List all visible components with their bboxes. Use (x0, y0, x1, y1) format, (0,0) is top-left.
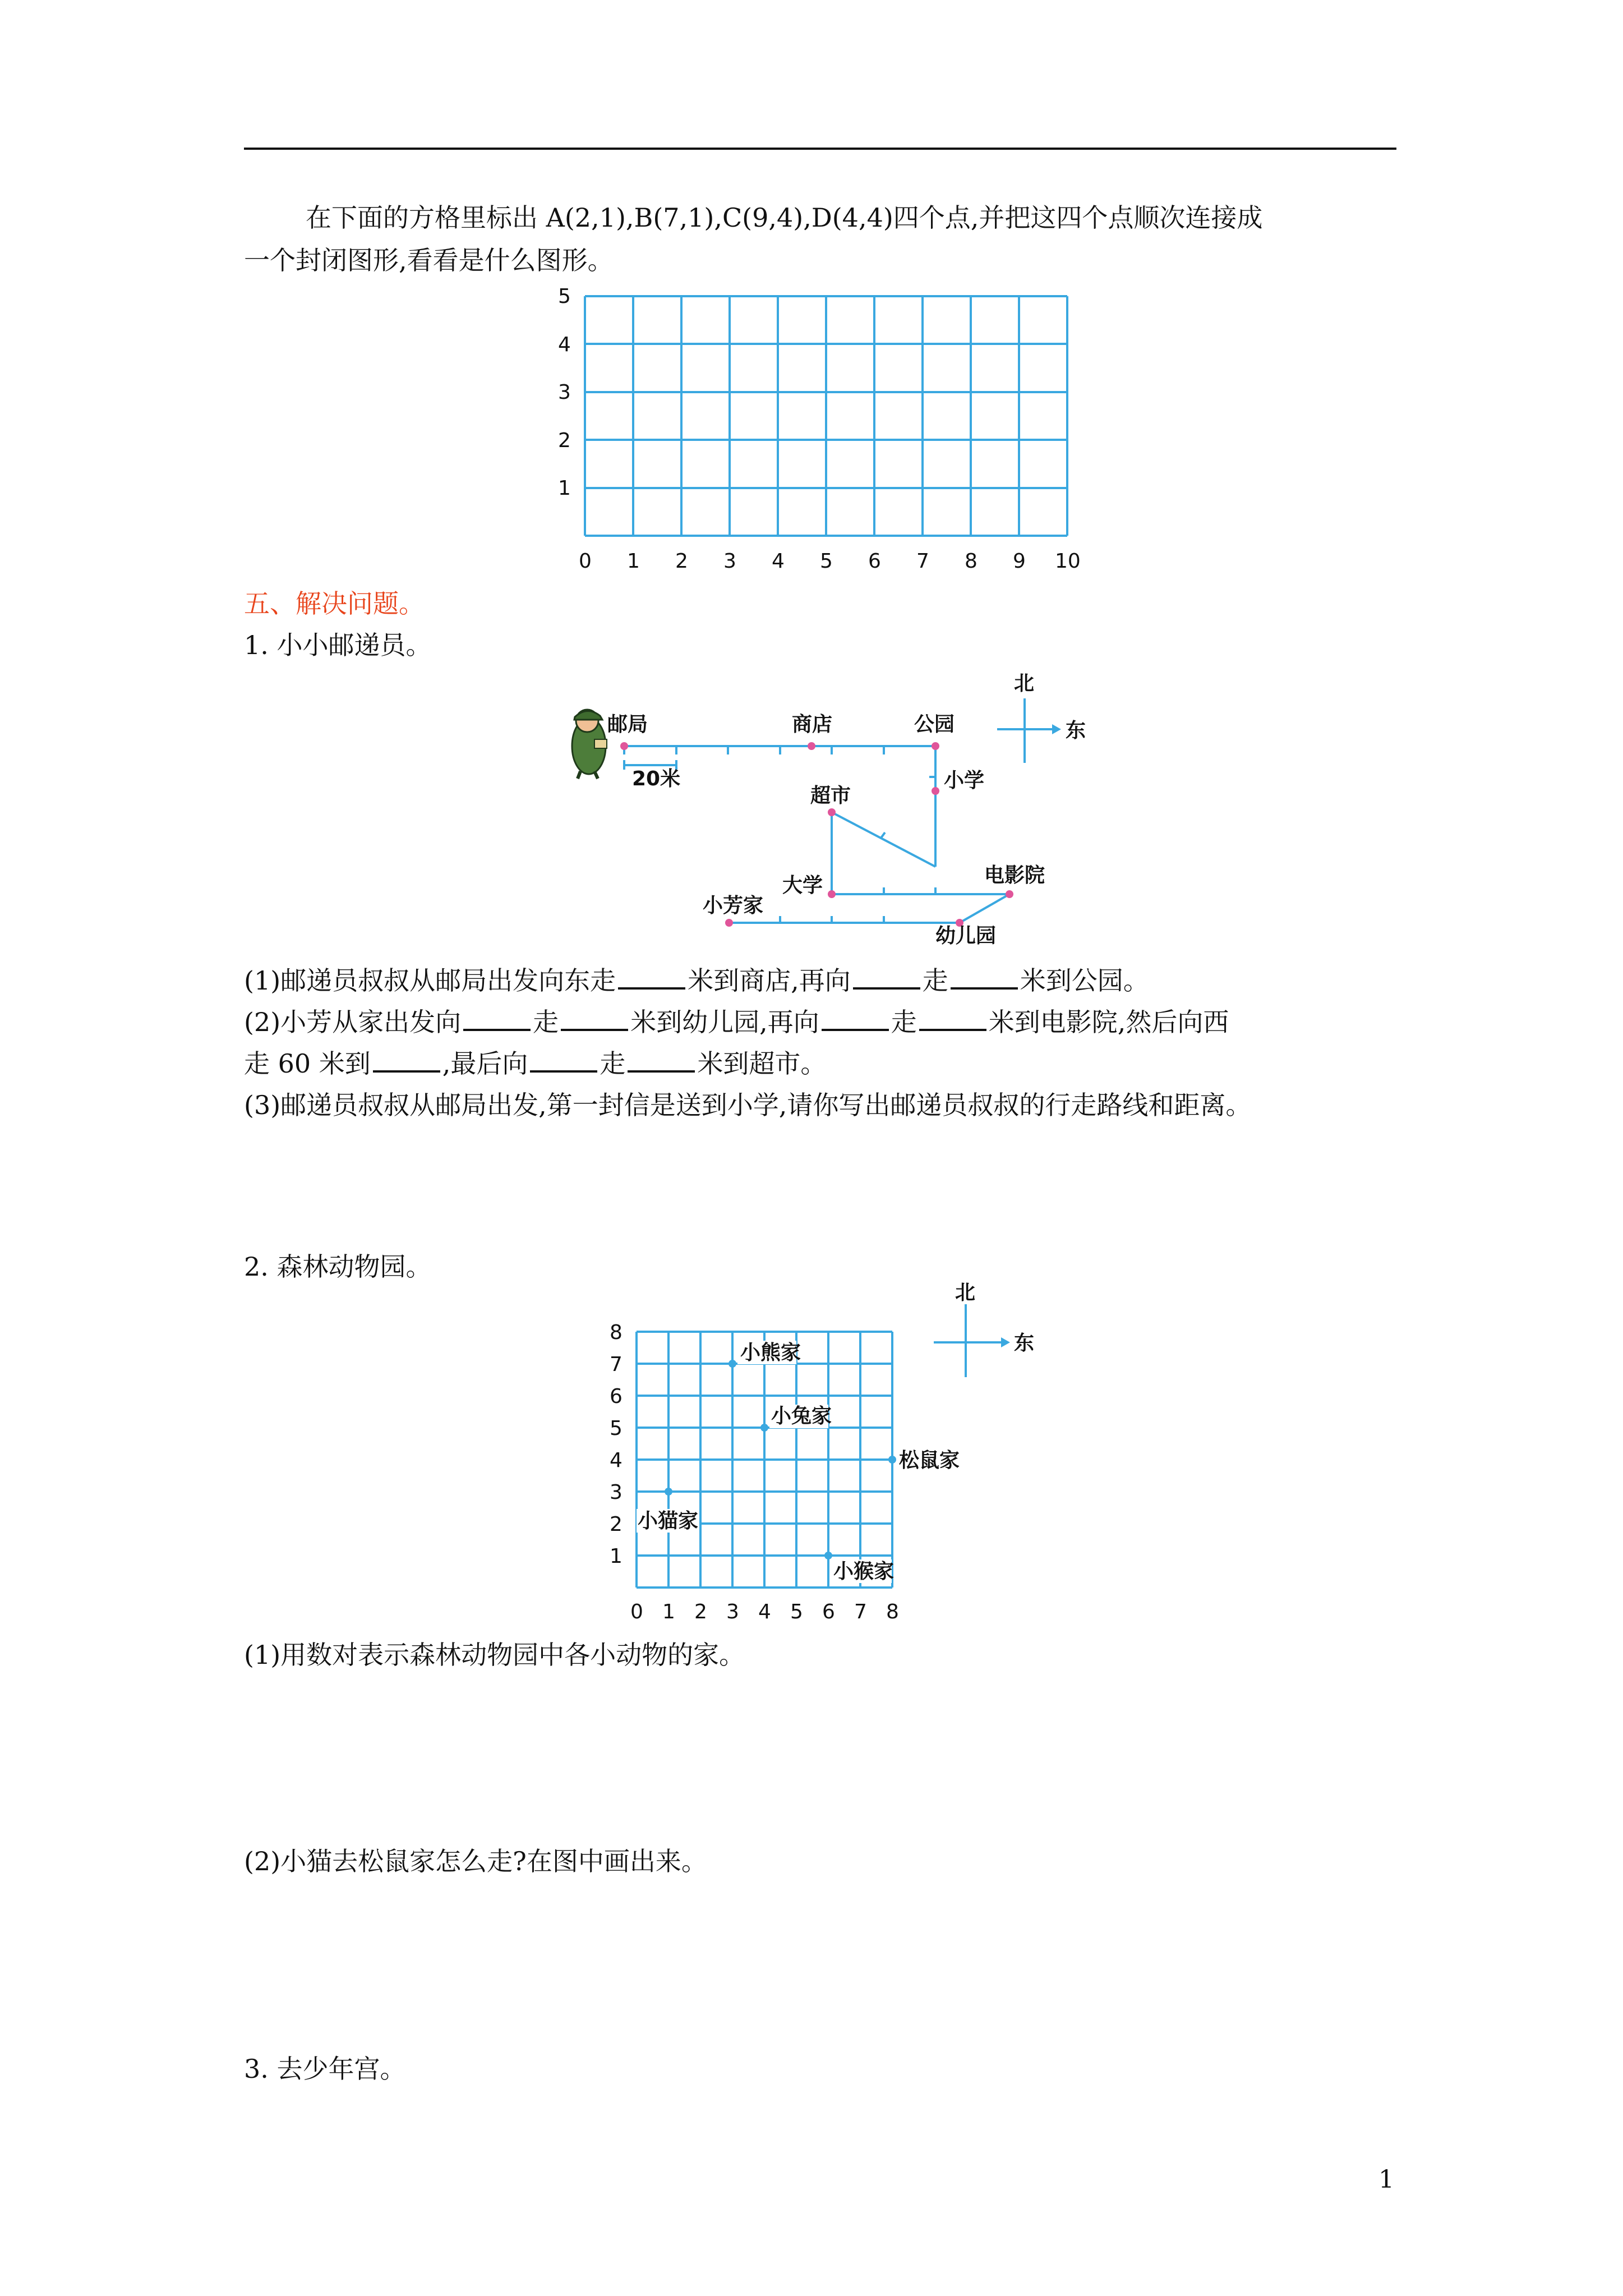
q2-text-g: ,最后向 (442, 1048, 528, 1079)
grid-y-label: 3 (558, 381, 571, 404)
grid-x-label: 3 (723, 550, 736, 573)
q2-text-a: (2)小芳从家出发向 (244, 1007, 462, 1037)
place-university: 大学 (782, 874, 823, 897)
place-post-office: 邮局 (607, 713, 648, 736)
q2-text-d: 走 (891, 1007, 917, 1037)
grid-x-label: 10 (1055, 550, 1081, 573)
q2-text-e: 米到电影院,然后向西 (988, 1007, 1229, 1037)
home-rabbit: 小兔家 (771, 1405, 832, 1428)
q1-text-d: 米到公园。 (1020, 965, 1149, 996)
home-bear: 小熊家 (740, 1341, 801, 1364)
grid-y-label: 2 (558, 429, 571, 452)
zoo-x-label: 7 (854, 1600, 867, 1623)
home-monkey: 小猴家 (833, 1560, 895, 1583)
zoo-y-label: 8 (610, 1321, 623, 1344)
place-cinema: 电影院 (984, 864, 1045, 887)
place-kindergarten: 幼儿园 (935, 924, 997, 947)
grid-x-label: 4 (772, 550, 785, 573)
q1-text-c: 走 (922, 965, 948, 996)
grid-x-label: 0 (579, 550, 592, 573)
zoo-y-label: 2 (610, 1513, 623, 1536)
q1-text-b: 米到商店,再向 (688, 965, 851, 996)
zoo-x-label: 4 (758, 1600, 771, 1623)
zoo-y-label: 5 (610, 1417, 623, 1440)
zoo-x-label: 1 (662, 1600, 675, 1623)
zoo-y-label: 1 (610, 1545, 623, 1568)
grid-y-label: 4 (558, 333, 571, 356)
p1-question3: (3)邮递员叔叔从邮局出发,第一封信是送到小学,请你写出邮递员叔叔的行走路线和距离。 (244, 1090, 1252, 1120)
q4-line1: 在下面的方格里标出 A(2,1),B(7,1),C(9,4),D(4,4)四个点,并把这四个点顺次连接成 (306, 203, 1263, 233)
east-label: 东 (1066, 719, 1086, 742)
grid-x-label: 7 (916, 550, 929, 573)
q4-line2: 一个封闭图形,看看是什么图形。 (244, 245, 614, 275)
zoo-x-label: 0 (630, 1600, 643, 1623)
place-school: 小学 (944, 769, 985, 792)
grid-x-label: 6 (868, 550, 881, 573)
grid-x-label: 8 (965, 550, 978, 573)
zoo-x-label: 2 (694, 1600, 707, 1623)
q2-text-c: 米到幼儿园,再向 (630, 1007, 819, 1037)
grid-x-label: 9 (1013, 550, 1026, 573)
place-shop: 商店 (792, 713, 833, 736)
page-number: 1 (1378, 2165, 1394, 2194)
problem2-title: 2. 森林动物园。 (244, 1251, 432, 1282)
q2-text-i: 米到超市。 (697, 1048, 827, 1079)
zoo-x-label: 5 (790, 1600, 803, 1623)
section-title: 五、解决问题。 (244, 588, 425, 619)
zoo-y-label: 7 (610, 1353, 623, 1376)
q2-text-f: 走 60 米到 (244, 1048, 371, 1079)
scale-label: 20米 (632, 767, 681, 790)
problem3-title: 3. 去少年宫。 (244, 2054, 406, 2084)
zoo-x-label: 8 (886, 1600, 899, 1623)
place-xiaofang-home: 小芳家 (703, 894, 764, 917)
home-squirrel: 松鼠家 (899, 1449, 960, 1472)
p2-question2: (2)小猫去松鼠家怎么走?在图中画出来。 (244, 1846, 707, 1876)
grid-x-label: 1 (627, 550, 640, 573)
north-label: 北 (1014, 672, 1035, 695)
grid-y-label: 5 (558, 285, 571, 308)
zoo-x-label: 3 (726, 1600, 739, 1623)
grid-x-label: 2 (675, 550, 688, 573)
q1-text-a: (1)邮递员叔叔从邮局出发向东走 (244, 965, 616, 996)
east-label: 东 (1014, 1332, 1035, 1355)
p2-question1: (1)用数对表示森林动物园中各小动物的家。 (244, 1640, 745, 1670)
grid-x-label: 5 (820, 550, 833, 573)
grid-y-label: 1 (558, 477, 571, 500)
zoo-y-label: 3 (610, 1481, 623, 1504)
place-supermarket: 超市 (810, 784, 851, 807)
zoo-y-label: 6 (610, 1385, 623, 1408)
zoo-y-label: 4 (610, 1449, 623, 1472)
zoo-x-label: 6 (822, 1600, 835, 1623)
q2-text-b: 走 (533, 1007, 559, 1037)
q2-text-h: 走 (600, 1048, 626, 1079)
problem1-title: 1. 小小邮递员。 (244, 630, 432, 660)
home-cat: 小猫家 (638, 1510, 699, 1533)
place-park: 公园 (914, 713, 955, 736)
north-label: 北 (955, 1281, 976, 1304)
